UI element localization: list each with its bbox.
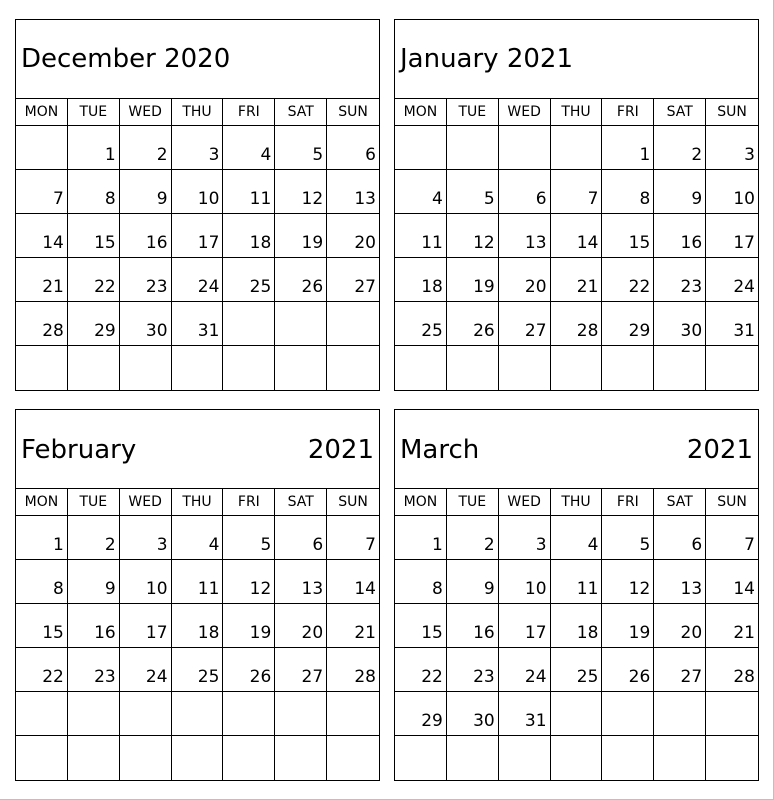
weekday-header: WED bbox=[120, 99, 172, 126]
day-cell: 31 bbox=[499, 692, 551, 736]
weekday-header: SUN bbox=[327, 489, 379, 516]
day-cell: 15 bbox=[602, 214, 654, 258]
day-cell: 15 bbox=[68, 214, 120, 258]
weekday-header: TUE bbox=[447, 489, 499, 516]
day-cell: 9 bbox=[68, 560, 120, 604]
day-cell bbox=[706, 736, 758, 780]
day-cell: 1 bbox=[602, 126, 654, 170]
weekday-header: THU bbox=[551, 489, 603, 516]
day-cell bbox=[499, 736, 551, 780]
day-cell: 12 bbox=[447, 214, 499, 258]
day-cell bbox=[447, 346, 499, 390]
calendar-grid bbox=[395, 99, 758, 390]
day-cell: 15 bbox=[395, 604, 447, 648]
day-cell: 9 bbox=[447, 560, 499, 604]
day-cell: 20 bbox=[654, 604, 706, 648]
weekday-header: SAT bbox=[275, 489, 327, 516]
day-cell: 25 bbox=[223, 258, 275, 302]
day-cell: 24 bbox=[499, 648, 551, 692]
day-cell: 5 bbox=[602, 516, 654, 560]
day-cell: 15 bbox=[16, 604, 68, 648]
day-cell: 30 bbox=[447, 692, 499, 736]
month-title bbox=[395, 20, 758, 99]
day-cell: 8 bbox=[16, 560, 68, 604]
day-cell bbox=[551, 126, 603, 170]
month-december-2020 bbox=[15, 19, 380, 391]
day-cell: 12 bbox=[223, 560, 275, 604]
day-cell: 26 bbox=[275, 258, 327, 302]
day-cell: 10 bbox=[706, 170, 758, 214]
day-cell: 7 bbox=[16, 170, 68, 214]
day-cell bbox=[16, 126, 68, 170]
weekday-header: MON bbox=[395, 489, 447, 516]
weekday-header: THU bbox=[172, 489, 224, 516]
day-cell: 27 bbox=[275, 648, 327, 692]
day-cell bbox=[327, 692, 379, 736]
day-cell: 20 bbox=[499, 258, 551, 302]
day-cell bbox=[120, 736, 172, 780]
day-cell bbox=[120, 346, 172, 390]
day-cell: 6 bbox=[499, 170, 551, 214]
day-cell: 14 bbox=[16, 214, 68, 258]
month-february-2021 bbox=[15, 409, 380, 781]
day-cell: 2 bbox=[654, 126, 706, 170]
month-title-text: January 2021 bbox=[400, 44, 573, 74]
day-cell: 28 bbox=[16, 302, 68, 346]
weekday-header: SAT bbox=[654, 99, 706, 126]
day-cell: 18 bbox=[551, 604, 603, 648]
day-cell bbox=[275, 302, 327, 346]
day-cell: 2 bbox=[120, 126, 172, 170]
day-cell: 14 bbox=[706, 560, 758, 604]
weekday-header: SAT bbox=[654, 489, 706, 516]
day-cell: 17 bbox=[172, 214, 224, 258]
day-cell: 25 bbox=[395, 302, 447, 346]
month-title bbox=[16, 410, 379, 489]
day-cell: 5 bbox=[223, 516, 275, 560]
day-cell: 29 bbox=[68, 302, 120, 346]
month-title bbox=[395, 410, 758, 489]
day-cell: 27 bbox=[327, 258, 379, 302]
day-cell: 14 bbox=[327, 560, 379, 604]
day-cell bbox=[223, 346, 275, 390]
day-cell bbox=[706, 346, 758, 390]
day-cell: 29 bbox=[602, 302, 654, 346]
day-cell: 28 bbox=[551, 302, 603, 346]
day-cell: 3 bbox=[706, 126, 758, 170]
day-cell bbox=[68, 692, 120, 736]
weekday-header: FRI bbox=[223, 489, 275, 516]
day-cell: 4 bbox=[223, 126, 275, 170]
day-cell: 1 bbox=[16, 516, 68, 560]
month-name: February bbox=[21, 435, 137, 465]
day-cell: 5 bbox=[275, 126, 327, 170]
day-cell: 19 bbox=[223, 604, 275, 648]
day-cell: 16 bbox=[654, 214, 706, 258]
day-cell: 30 bbox=[654, 302, 706, 346]
day-cell: 29 bbox=[395, 692, 447, 736]
weekday-header: WED bbox=[499, 489, 551, 516]
day-cell: 5 bbox=[447, 170, 499, 214]
day-cell bbox=[275, 346, 327, 390]
day-cell bbox=[447, 736, 499, 780]
day-cell: 21 bbox=[551, 258, 603, 302]
day-cell: 2 bbox=[68, 516, 120, 560]
day-cell: 21 bbox=[706, 604, 758, 648]
day-cell bbox=[706, 692, 758, 736]
day-cell bbox=[172, 692, 224, 736]
day-cell bbox=[602, 692, 654, 736]
weekday-header: TUE bbox=[68, 99, 120, 126]
day-cell: 25 bbox=[551, 648, 603, 692]
day-cell: 26 bbox=[447, 302, 499, 346]
day-cell bbox=[551, 736, 603, 780]
day-cell: 24 bbox=[706, 258, 758, 302]
day-cell: 21 bbox=[327, 604, 379, 648]
day-cell bbox=[551, 692, 603, 736]
day-cell: 9 bbox=[120, 170, 172, 214]
day-cell: 10 bbox=[120, 560, 172, 604]
calendar-grid bbox=[16, 99, 379, 390]
day-cell: 11 bbox=[223, 170, 275, 214]
day-cell bbox=[447, 126, 499, 170]
day-cell: 21 bbox=[16, 258, 68, 302]
day-cell: 6 bbox=[654, 516, 706, 560]
day-cell bbox=[16, 692, 68, 736]
day-cell bbox=[172, 736, 224, 780]
weekday-header: TUE bbox=[68, 489, 120, 516]
day-cell bbox=[395, 126, 447, 170]
day-cell: 22 bbox=[602, 258, 654, 302]
day-cell: 27 bbox=[654, 648, 706, 692]
day-cell bbox=[223, 736, 275, 780]
weekday-header: THU bbox=[551, 99, 603, 126]
day-cell bbox=[172, 346, 224, 390]
day-cell: 11 bbox=[395, 214, 447, 258]
weekday-header: SUN bbox=[327, 99, 379, 126]
day-cell: 16 bbox=[68, 604, 120, 648]
day-cell bbox=[395, 346, 447, 390]
day-cell: 19 bbox=[275, 214, 327, 258]
day-cell: 6 bbox=[275, 516, 327, 560]
day-cell: 20 bbox=[275, 604, 327, 648]
day-cell bbox=[654, 346, 706, 390]
day-cell: 23 bbox=[68, 648, 120, 692]
day-cell: 13 bbox=[654, 560, 706, 604]
month-year: 2021 bbox=[686, 435, 753, 465]
day-cell: 1 bbox=[68, 126, 120, 170]
day-cell bbox=[16, 346, 68, 390]
day-cell: 23 bbox=[654, 258, 706, 302]
day-cell: 6 bbox=[327, 126, 379, 170]
day-cell: 3 bbox=[499, 516, 551, 560]
day-cell bbox=[327, 736, 379, 780]
calendar-grid bbox=[395, 489, 758, 780]
day-cell: 17 bbox=[706, 214, 758, 258]
weekday-header: MON bbox=[16, 489, 68, 516]
day-cell: 16 bbox=[447, 604, 499, 648]
weekday-header: THU bbox=[172, 99, 224, 126]
day-cell: 8 bbox=[395, 560, 447, 604]
day-cell: 17 bbox=[120, 604, 172, 648]
day-cell: 23 bbox=[120, 258, 172, 302]
weekday-header: WED bbox=[499, 99, 551, 126]
calendar-grid bbox=[16, 489, 379, 780]
day-cell: 17 bbox=[499, 604, 551, 648]
day-cell: 23 bbox=[447, 648, 499, 692]
day-cell: 4 bbox=[395, 170, 447, 214]
day-cell bbox=[602, 736, 654, 780]
day-cell: 31 bbox=[172, 302, 224, 346]
day-cell bbox=[275, 692, 327, 736]
weekday-header: MON bbox=[16, 99, 68, 126]
month-january-2021 bbox=[394, 19, 759, 391]
month-title bbox=[16, 20, 379, 99]
day-cell bbox=[16, 736, 68, 780]
day-cell bbox=[120, 692, 172, 736]
day-cell: 19 bbox=[447, 258, 499, 302]
day-cell: 7 bbox=[706, 516, 758, 560]
day-cell: 12 bbox=[602, 560, 654, 604]
day-cell: 18 bbox=[172, 604, 224, 648]
day-cell: 11 bbox=[551, 560, 603, 604]
day-cell: 20 bbox=[327, 214, 379, 258]
day-cell: 3 bbox=[120, 516, 172, 560]
day-cell: 28 bbox=[706, 648, 758, 692]
day-cell: 7 bbox=[327, 516, 379, 560]
day-cell: 3 bbox=[172, 126, 224, 170]
day-cell: 30 bbox=[120, 302, 172, 346]
day-cell bbox=[223, 302, 275, 346]
day-cell: 28 bbox=[327, 648, 379, 692]
day-cell: 27 bbox=[499, 302, 551, 346]
day-cell: 10 bbox=[172, 170, 224, 214]
day-cell: 13 bbox=[327, 170, 379, 214]
day-cell: 25 bbox=[172, 648, 224, 692]
day-cell: 24 bbox=[120, 648, 172, 692]
weekday-header: FRI bbox=[602, 489, 654, 516]
day-cell bbox=[223, 692, 275, 736]
day-cell: 13 bbox=[275, 560, 327, 604]
day-cell bbox=[499, 346, 551, 390]
day-cell bbox=[275, 736, 327, 780]
day-cell: 31 bbox=[706, 302, 758, 346]
day-cell: 8 bbox=[602, 170, 654, 214]
weekday-header: SAT bbox=[275, 99, 327, 126]
day-cell bbox=[654, 692, 706, 736]
day-cell: 11 bbox=[172, 560, 224, 604]
day-cell bbox=[68, 736, 120, 780]
day-cell: 22 bbox=[395, 648, 447, 692]
day-cell: 24 bbox=[172, 258, 224, 302]
day-cell bbox=[327, 302, 379, 346]
day-cell bbox=[654, 736, 706, 780]
day-cell bbox=[395, 736, 447, 780]
month-title-text: December 2020 bbox=[21, 44, 231, 74]
weekday-header: TUE bbox=[447, 99, 499, 126]
day-cell: 22 bbox=[68, 258, 120, 302]
day-cell: 10 bbox=[499, 560, 551, 604]
weekday-header: FRI bbox=[602, 99, 654, 126]
day-cell: 7 bbox=[551, 170, 603, 214]
day-cell: 18 bbox=[223, 214, 275, 258]
day-cell: 13 bbox=[499, 214, 551, 258]
day-cell: 26 bbox=[223, 648, 275, 692]
day-cell bbox=[68, 346, 120, 390]
day-cell: 16 bbox=[120, 214, 172, 258]
weekday-header: SUN bbox=[706, 489, 758, 516]
day-cell: 18 bbox=[395, 258, 447, 302]
day-cell: 26 bbox=[602, 648, 654, 692]
month-year: 2021 bbox=[307, 435, 374, 465]
day-cell bbox=[602, 346, 654, 390]
day-cell: 22 bbox=[16, 648, 68, 692]
day-cell: 14 bbox=[551, 214, 603, 258]
day-cell bbox=[551, 346, 603, 390]
day-cell: 1 bbox=[395, 516, 447, 560]
day-cell: 4 bbox=[172, 516, 224, 560]
day-cell: 12 bbox=[275, 170, 327, 214]
day-cell bbox=[499, 126, 551, 170]
day-cell: 19 bbox=[602, 604, 654, 648]
month-march-2021 bbox=[394, 409, 759, 781]
weekday-header: FRI bbox=[223, 99, 275, 126]
day-cell bbox=[327, 346, 379, 390]
weekday-header: WED bbox=[120, 489, 172, 516]
month-name: March bbox=[400, 435, 480, 465]
weekday-header: MON bbox=[395, 99, 447, 126]
day-cell: 4 bbox=[551, 516, 603, 560]
day-cell: 2 bbox=[447, 516, 499, 560]
day-cell: 8 bbox=[68, 170, 120, 214]
day-cell: 9 bbox=[654, 170, 706, 214]
weekday-header: SUN bbox=[706, 99, 758, 126]
